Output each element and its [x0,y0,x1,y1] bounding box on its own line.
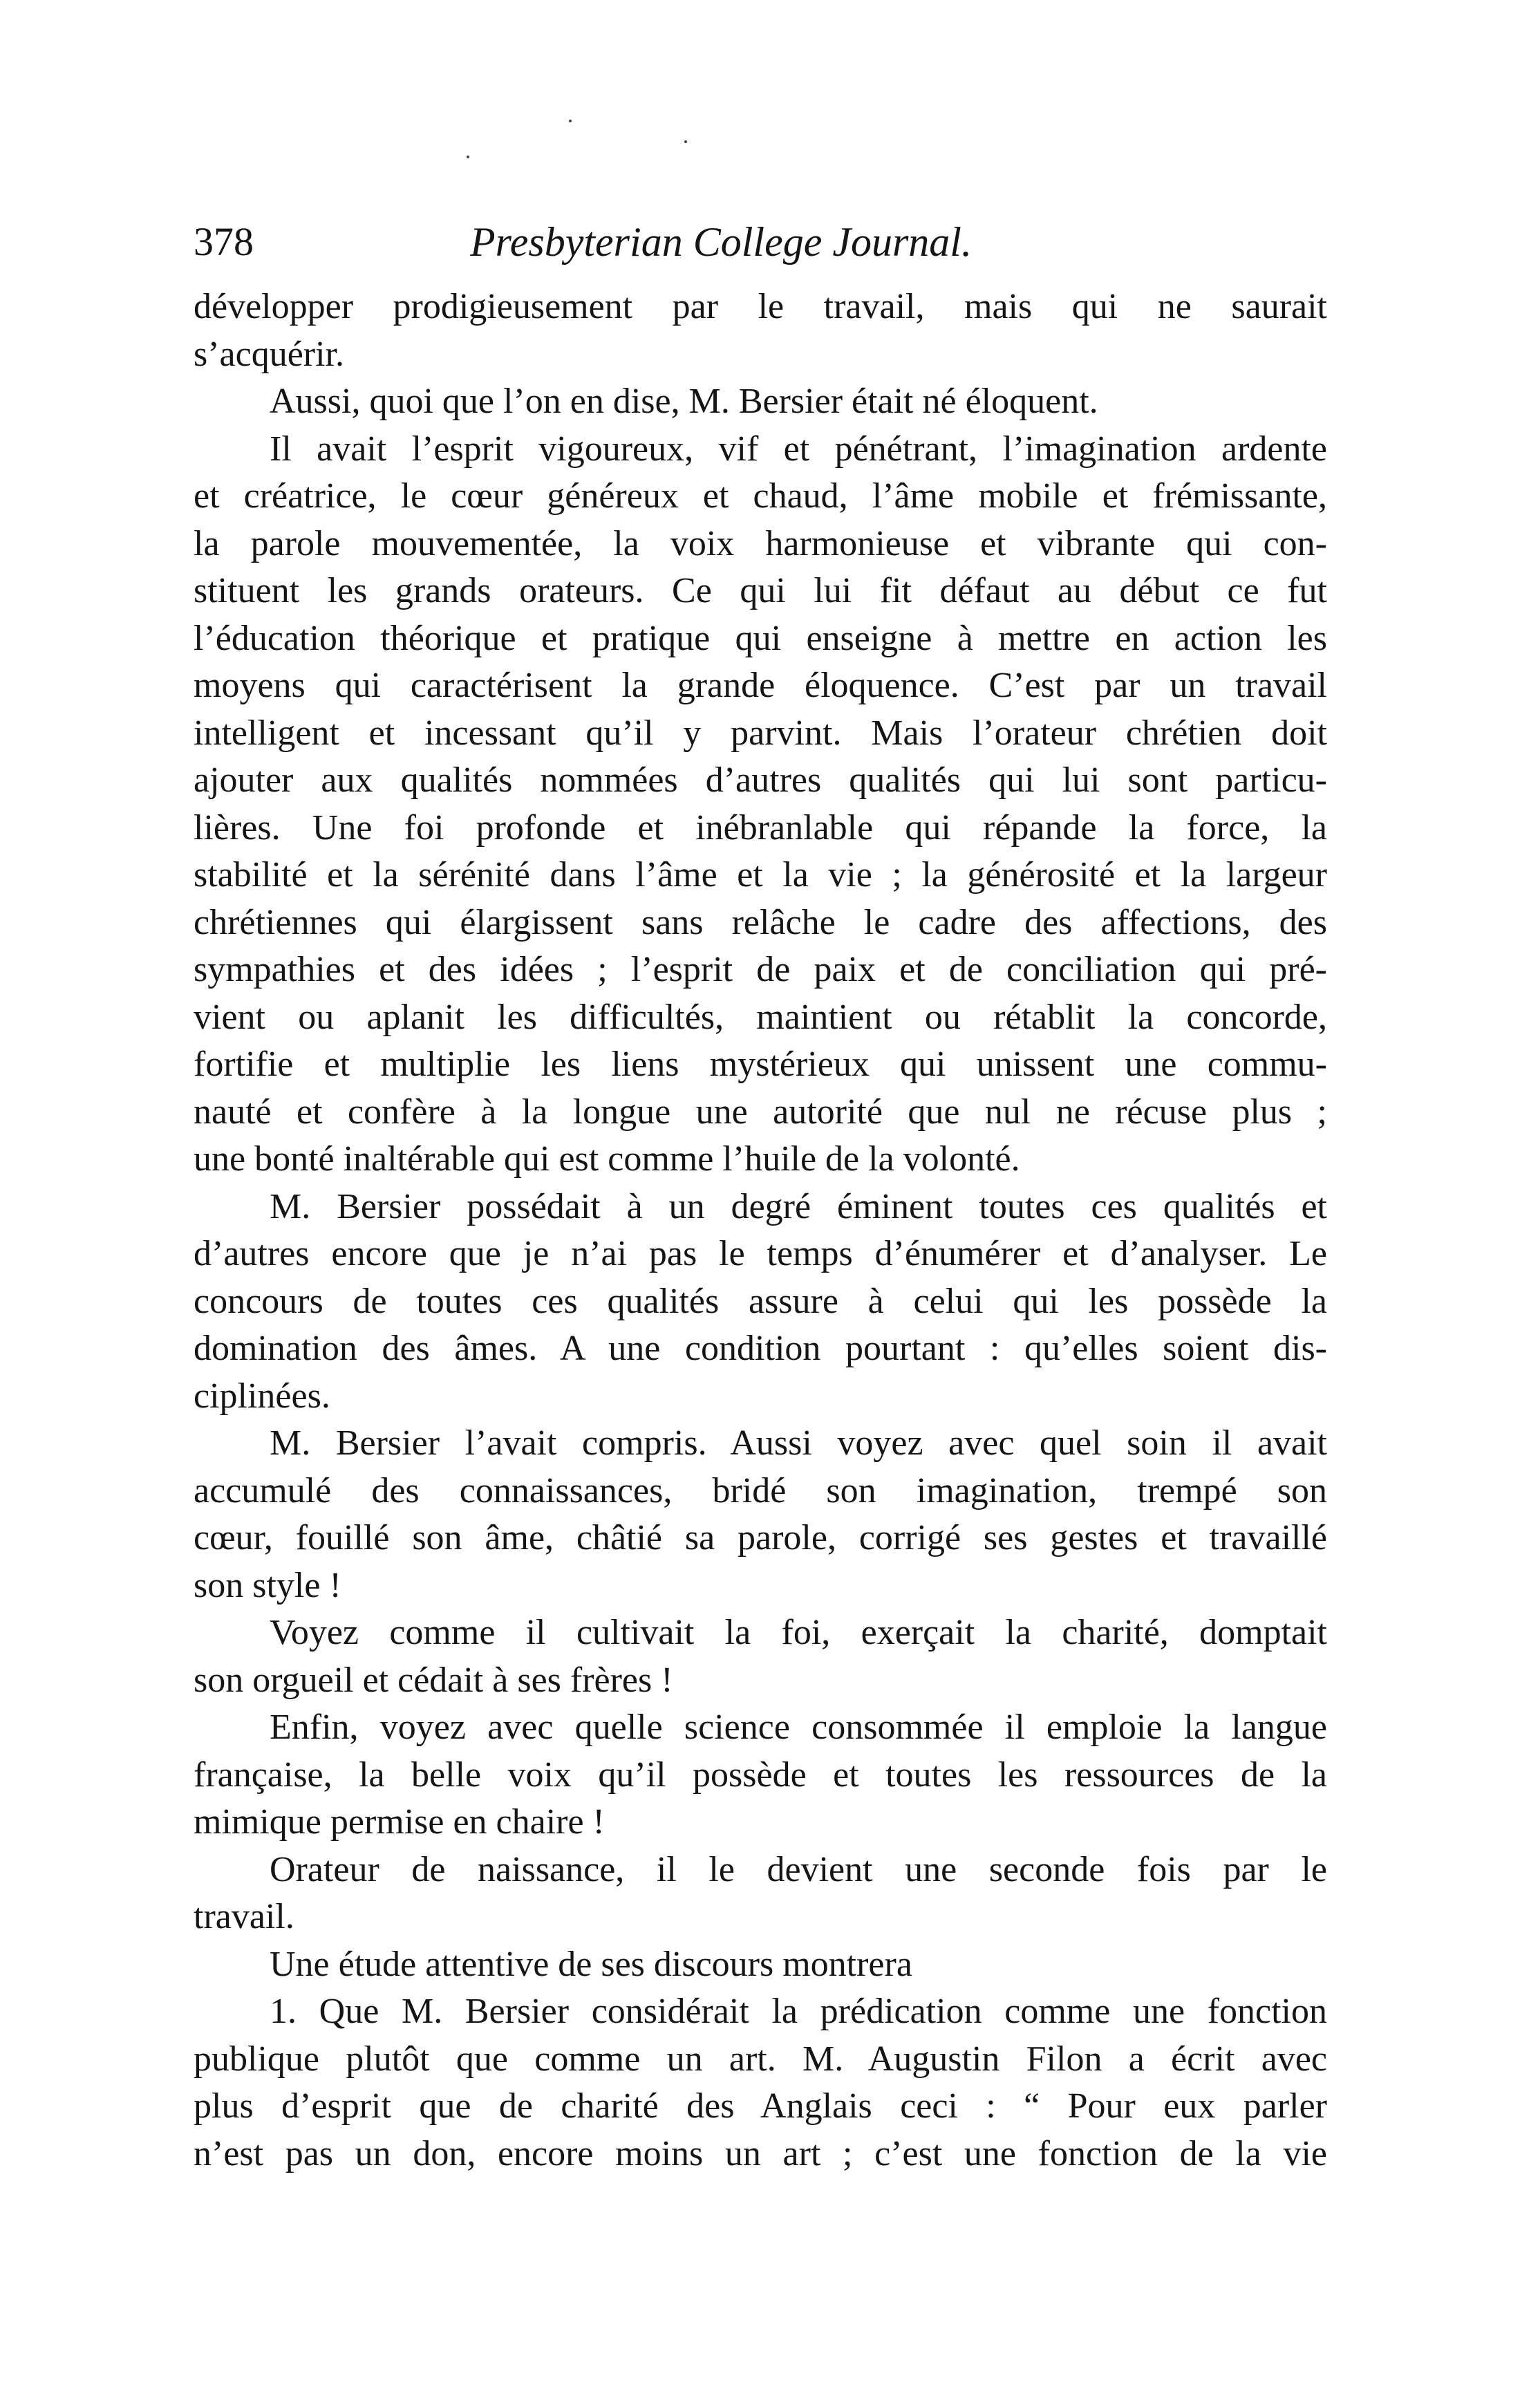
text-line: M. Bersier l’avait compris. Aussi voyez avec quel soin il avait [270,1423,1327,1463]
text-line: lières. Une foi profonde et inébranlable qui répande la force, la [194,807,1327,848]
page-header [194,211,1327,273]
text-line: d’autres encore que je n’ai pas le temps d’énumérer et d’analyser. Le [194,1234,1327,1273]
text-line: intelligent et incessant qu’il y parvint. Mais l’orateur chrétien doit [194,713,1327,753]
text-line: Une étude attentive de ses discours montrera [270,1944,912,1984]
text-line: stituent les grands orateurs. Ce qui lui fit défaut au début ce fut [194,571,1327,610]
scan-speck [569,120,572,122]
text-line: publique plutôt que comme un art. M. Augustin Filon a écrit avec [194,2039,1327,2079]
text-line: fortifie et multiplie les liens mystérieux qui unissent une commu- [194,1045,1327,1084]
scan-speck [684,140,687,143]
text-line: l’éducation théorique et pratique qui enseigne à mettre en action les [194,618,1327,658]
text-line: et créatrice, le cœur généreux et chaud, l’âme mobile et frémissante, [194,476,1327,516]
text-line: Orateur de naissance, il le devient une seconde fois par le [270,1849,1327,1889]
body-text [194,283,1327,2178]
text-line: s’acquérir. [194,334,345,374]
text-line: une bonté inaltérable qui est comme l’huile de la volonté. [194,1139,1020,1179]
text-line: M. Bersier possédait à un degré éminent toutes ces qualités et [270,1186,1327,1226]
text-line: 1. Que M. Bersier considérait la prédication comme une fonction [270,1992,1327,2031]
text-line: concours de toutes ces qualités assure à celui qui les possède la [194,1281,1327,1321]
text-line: domination des âmes. A une condition pourtant : qu’elles soient dis- [194,1329,1327,1368]
text-line: Aussi, quoi que l’on en dise, M. Bersier était né éloquent. [270,382,1098,421]
page-number: 378 [194,219,254,264]
text-line: travail. [194,1897,294,1936]
scan-speck [467,156,469,158]
text-line: ciplinées. [194,1376,330,1416]
text-line: chrétiennes qui élargissent sans relâche le cadre des affections, des [194,902,1327,942]
text-line: nauté et confère à la longue une autorité que nul ne récuse plus ; [194,1092,1327,1132]
text-line: son style ! [194,1565,341,1605]
text-line: Voyez comme il cultivait la foi, exerçait la charité, domptait [270,1613,1327,1652]
text-line: stabilité et la sérénité dans l’âme et la vie ; la générosité et la largeur [194,855,1327,895]
text-line: accumulé des connaissances, bridé son imagination, trempé son [194,1470,1327,1510]
text-line: n’est pas un don, encore moins un art ; c’est une fonction de la vie [194,2133,1327,2173]
text-line: française, la belle voix qu’il possède et toutes les ressources de la [194,1755,1327,1795]
text-line: plus d’esprit que de charité des Anglais ceci : “ Pour eux parler [194,2086,1327,2126]
running-title: Presbyterian College Journal. [470,219,972,265]
text-line: son orgueil et cédait à ses frères ! [194,1660,673,1700]
text-line: moyens qui caractérisent la grande éloquence. C’est par un travail [194,666,1327,705]
text-line: la parole mouvementée, la voix harmonieuse et vibrante qui con- [194,523,1327,563]
text-line: mimique permise en chaire ! [194,1802,605,1842]
text-line: Enfin, voyez avec quelle science consommée il emploie la langue [270,1708,1327,1747]
text-line: Il avait l’esprit vigoureux, vif et pénétrant, l’imagination ardente [270,429,1327,469]
text-line: développer prodigieusement par le travail, mais qui ne saurait [194,287,1327,326]
text-line: ajouter aux qualités nommées d’autres qualités qui lui sont particu- [194,760,1327,800]
text-line: cœur, fouillé son âme, châtié sa parole, corrigé ses gestes et travaillé [194,1518,1327,1558]
text-line: sympathies et des idées ; l’esprit de paix et de conciliation qui pré- [194,950,1327,989]
text-line: vient ou aplanit les difficultés, maintient ou rétablit la concorde, [194,997,1327,1037]
